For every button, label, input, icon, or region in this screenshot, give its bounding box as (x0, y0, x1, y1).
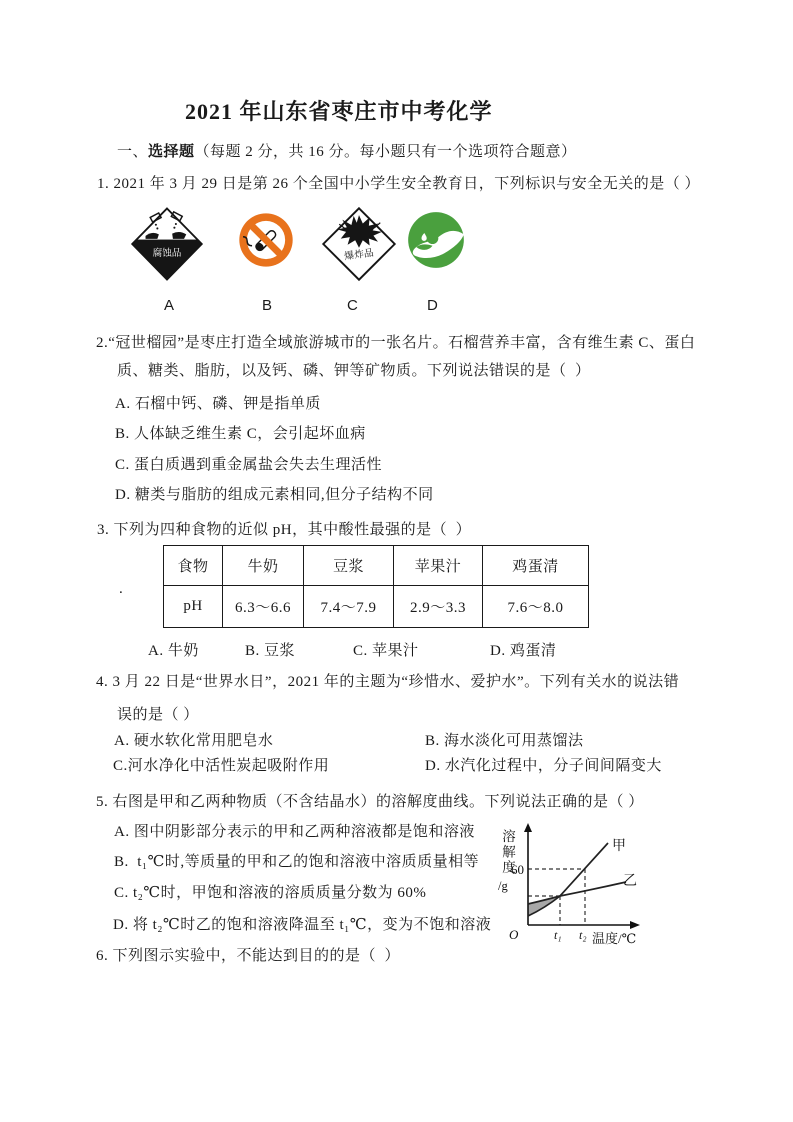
q3-option-c: C. 苹果汁 (353, 643, 419, 659)
q5-option-d: D. 将 t₂℃时乙的饱和溶液降温至 t₁℃，变为不饱和溶液 (113, 917, 492, 933)
sign-label-b: B (262, 297, 273, 314)
explosive-sign-icon (321, 206, 397, 282)
q6-stem: 6. 下列图示实验中，不能达到目的的是（ ） (96, 948, 401, 964)
q2-option-d: D. 糖类与脂肪的组成元素相同,但分子结构不同 (115, 487, 434, 503)
q1-stem: 1. 2021 年 3 月 29 日是第 26 个全国中小学生安全教育日，下列标识与安全无关的是（ ） (97, 176, 701, 192)
q5-option-b: B. t₁℃时,等质量的甲和乙的饱和溶液中溶质质量相等 (114, 854, 480, 870)
table-header-cell: 牛奶 (223, 546, 304, 586)
graph-t2-tick: t₂ (579, 928, 587, 942)
table-header-cell: 鸡蛋清 (483, 546, 589, 586)
q2-option-c: C. 蛋白质遇到重金属盐会失去生理活性 (115, 457, 383, 473)
q3-option-b: B. 豆浆 (245, 643, 296, 659)
table-header-cell: 豆浆 (304, 546, 394, 586)
q4-option-b: B. 海水淡化可用蒸馏法 (425, 733, 584, 749)
table-row-label: pH (164, 586, 223, 628)
q4-option-a: A. 硬水软化常用肥皂水 (114, 733, 274, 749)
graph-y-axis-label: 溶解度 (500, 829, 515, 876)
q3-option-d: D. 鸡蛋清 (490, 643, 557, 659)
q4-stem-line1: 4. 3 月 22 日是“世界水日”，2021 年的主题为“珍惜水、爱护水”。下列有关水的说法错 (96, 674, 680, 690)
table-cell: 2.9～3.3 (394, 586, 483, 628)
q5-option-a: A. 图中阴影部分表示的甲和乙两种溶液都是饱和溶液 (114, 824, 475, 840)
ph-table (163, 545, 589, 628)
ph-table-header-row (164, 546, 589, 586)
section-heading (117, 143, 577, 161)
no-smoking-sign-icon (237, 211, 295, 269)
q2-option-b: B. 人体缺乏维生素 C，会引起坏血病 (115, 426, 366, 442)
graph-t1-tick: t₁ (554, 928, 562, 942)
q3-option-a: A. 牛奶 (148, 643, 199, 659)
section-note: （每题 2 分，共 16 分。每小题只有一个选项符合题意） (194, 144, 577, 160)
q2-option-a: A. 石榴中钙、磷、钾是指单质 (115, 396, 321, 412)
graph-curve-yi-label: 乙 (623, 874, 637, 889)
table-header-cell: 食物 (164, 546, 223, 586)
table-cell: 7.4～7.9 (304, 586, 394, 628)
q2-stem-line2: 质、糖类、脂肪，以及钙、磷、钾等矿物质。下列说法错误的是（ ） (117, 363, 591, 379)
corrosive-sign-icon (130, 205, 204, 283)
graph-y-tick-60: 60 (511, 862, 524, 877)
section-name: 选择题 (148, 144, 195, 160)
q2-stem-line1: 2.“冠世榴园”是枣庄打造全域旅游城市的一张名片。石榴营养丰富，含有维生素 C、蛋白 (96, 335, 696, 351)
graph-curve-jia-label: 甲 (612, 839, 626, 854)
q4-option-c: C.河水净化中活性炭起吸附作用 (113, 758, 330, 774)
graph-y-unit: /g (498, 879, 508, 893)
graph-origin-label: O (509, 927, 519, 942)
sign-label-c: C (347, 297, 359, 314)
q4-option-d: D. 水汽化过程中，分子间间隔变大 (425, 758, 662, 774)
ph-table-value-row (164, 586, 589, 628)
sign-label-a: A (164, 297, 175, 314)
y-axis-arrow (524, 823, 532, 832)
q5-option-c: C. t₂℃时，甲饱和溶液的溶质质量分数为 60% (114, 885, 427, 901)
q5-stem: 5. 右图是甲和乙两种物质（不含结晶水）的溶解度曲线。下列说法正确的是（ ） (96, 794, 644, 810)
sign-label-d: D (427, 297, 439, 314)
table-cell: 6.3～6.6 (223, 586, 304, 628)
explosive-sign-text: 爆炸品 (343, 247, 375, 263)
q4-stem-line2: 误的是（ ） (117, 707, 199, 723)
corrosive-sign-text: 腐蚀品 (152, 247, 182, 259)
graph-x-axis-label: 温度/℃ (592, 931, 637, 946)
table-cell: 7.6～8.0 (483, 586, 589, 628)
curve-yi (528, 882, 626, 904)
solubility-graph (495, 823, 700, 958)
section-number: 一、 (117, 144, 149, 160)
water-saving-sign-icon (407, 211, 465, 269)
page-title: 2021 年山东省枣庄市中考化学 (185, 99, 493, 124)
table-header-cell: 苹果汁 (394, 546, 483, 586)
stray-dot: . (119, 581, 124, 597)
q3-stem: 3. 下列为四种食物的近似 pH，其中酸性最强的是（ ） (97, 522, 472, 538)
